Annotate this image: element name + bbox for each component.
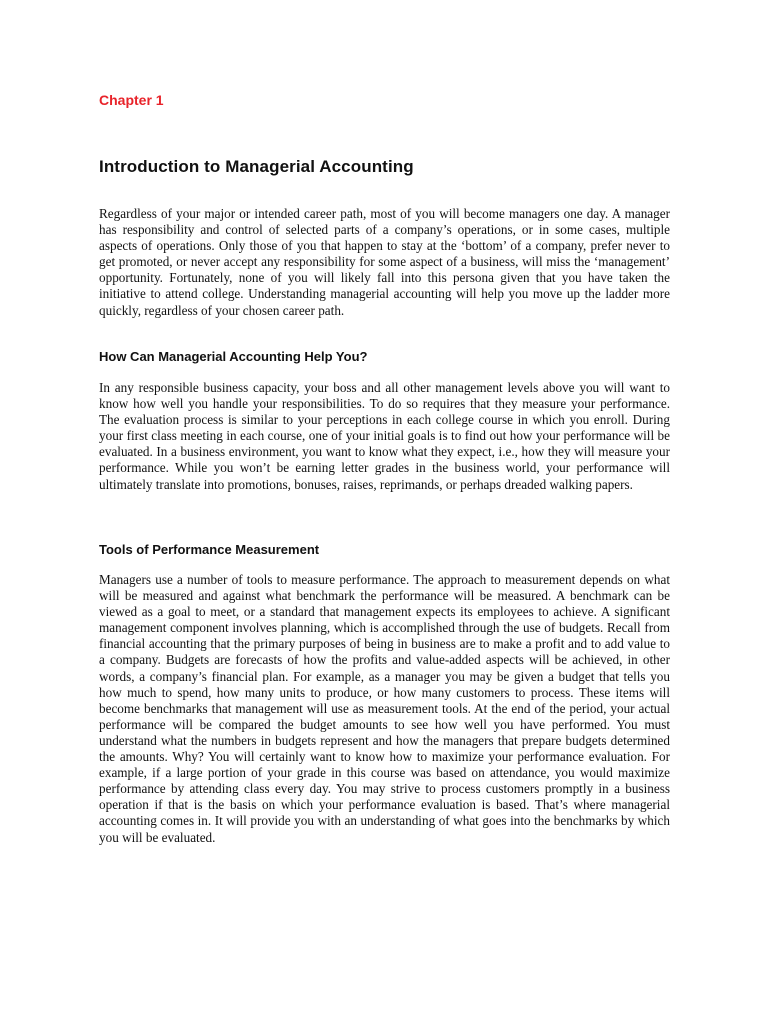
page-title: Introduction to Managerial Accounting <box>99 157 414 176</box>
section-heading-tools-of-performance: Tools of Performance Measurement <box>99 542 320 557</box>
chapter-label: Chapter 1 <box>99 92 164 108</box>
intro-paragraph: Regardless of your major or intended career path, most of you will become managers one day. A manager has responsibility and control of selected parts of a company’s operations, or in some cases, multiple aspects of operations. Only those of you that happen to stay at the ‘bottom’ of a company, prefer never to get promoted, or never accept any responsibility for some aspect of a business, will miss the ‘management’ opportunity. Fortunately, none of you will likely fall into this persona given that you have taken the initiative to attend college. Understanding managerial accounting will help you move up the ladder more quickly, regardless of your chosen career path. <box>99 206 670 318</box>
section-paragraph-how-can-help: In any responsible business capacity, your boss and all other management levels above you will want to know how well you handle your responsibilities. To do so requires that they measure your performance. The evaluation process is similar to your perceptions in each college course in which you enroll. During your first class meeting in each course, one of your initial goals is to find out how your performance will be evaluated. In a business environment, you want to know what they expect, i.e., how they will measure your performance. While you won’t be earning letter grades in the business world, your performance will ultimately translate into promotions, bonuses, raises, reprimands, or perhaps dreaded walking papers. <box>99 380 670 492</box>
section-paragraph-tools-of-performance: Managers use a number of tools to measure performance. The approach to measurement depends on what will be measured and against what benchmark the performance will be measured. A benchmark can be viewed as a goal to meet, or a standard that management expects its employees to achieve. A significant management component involves planning, which is accomplished through the use of budgets. Recall from financial accounting that the primary purposes of being in business are to make a profit and to add value to a company. Budgets are forecasts of how the profits and value-added aspects will be achieved, in other words, a company’s financial plan. For example, as a manager you may be given a budget that tells you how much to spend, how many units to produce, or how many customers to process. These items will become benchmarks that management will use as measurement tools. At the end of the period, your actual performance will be compared the budget amounts to see how well you have performed. You must understand what the numbers in budgets represent and how the managers that prepare budgets determined the amounts. Why? You will certainly want to know how to maximize your performance evaluation. For example, if a large portion of your grade in this course was based on attendance, you would maximize performance by attending class every day. You may strive to process customers promptly in a business operation if that is the basis on which your performance evaluation is based. That’s where managerial accounting comes in. It will provide you with an understanding of what goes into the benchmarks by which you will be evaluated. <box>99 572 670 845</box>
section-heading-how-can-help: How Can Managerial Accounting Help You? <box>99 349 368 364</box>
